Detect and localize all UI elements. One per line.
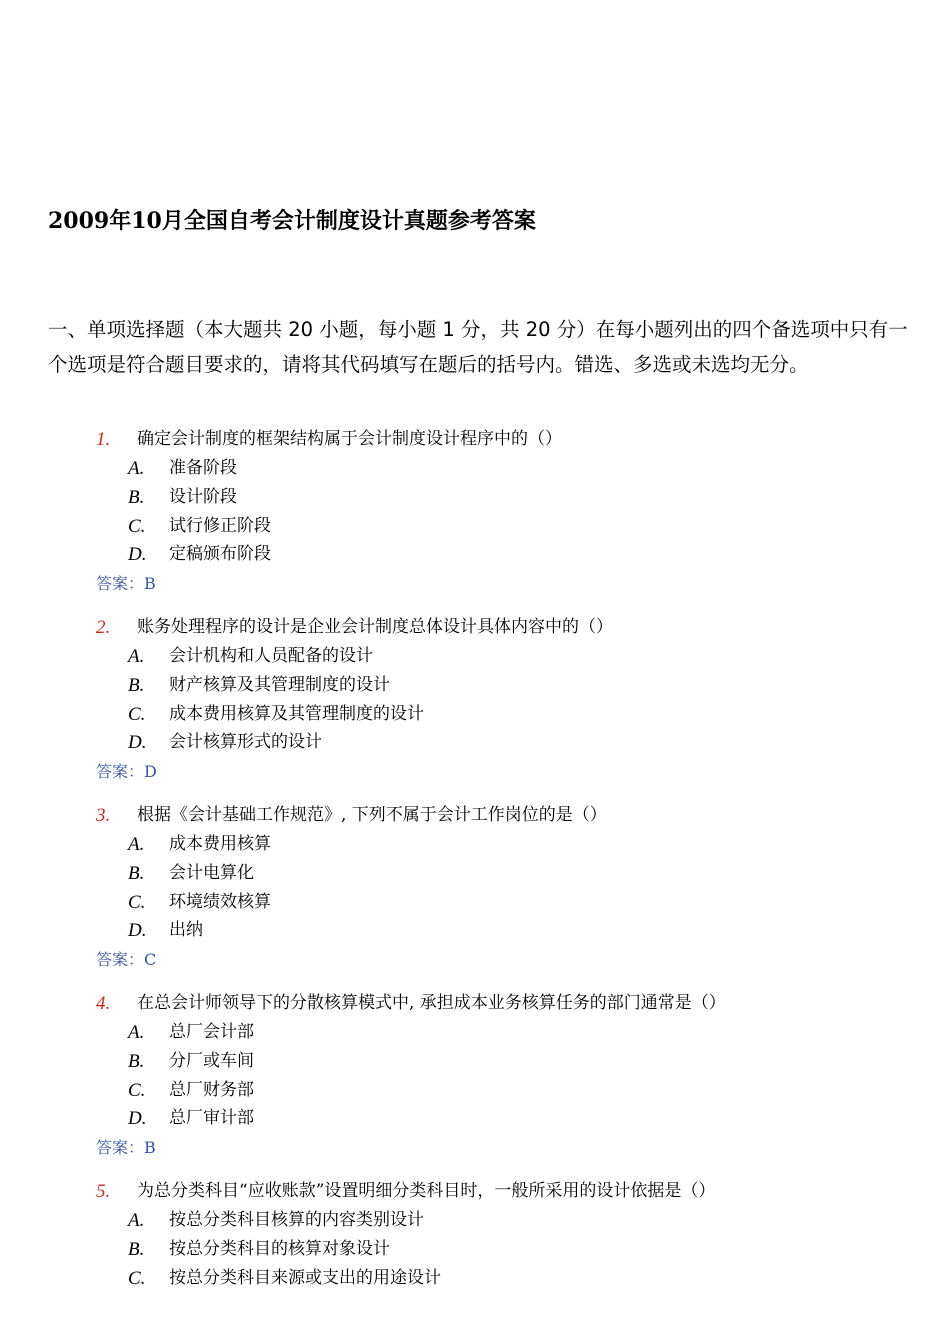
option-item [0,1104,950,1133]
question-number: 4. [96,993,111,1014]
answer-text: 答案：B [96,1138,156,1158]
question-line [0,801,950,830]
page-title: 2009年10月全国自考会计制度设计真题参考答案 [48,208,536,234]
question-text: 确定会计制度的框架结构属于会计制度设计程序中的（） [137,429,562,449]
question-text: 为总分类科目“应收账款”设置明细分类科目时，一般所采用的设计依据是（） [137,1181,716,1201]
option-text: 总厂审计部 [169,1108,254,1129]
option-item [0,483,950,512]
option-item [0,1076,950,1105]
question-text: 根据《会计基础工作规范》, 下列不属于会计工作岗位的是（） [137,805,607,825]
option-text: 按总分类科目来源或支出的用途设计 [169,1267,441,1288]
option-item [0,728,950,757]
option-item [0,1264,950,1293]
option-letter: D. [128,1108,147,1130]
option-letter: A. [128,458,145,479]
question-2 [0,613,950,786]
option-letter: B. [128,486,145,508]
option-item [0,916,950,945]
question-number: 3. [96,805,111,826]
option-letter: A. [128,1210,145,1231]
option-item [0,512,950,541]
question-line [0,613,950,642]
option-item [0,1018,950,1047]
option-item [0,830,950,859]
question-text: 在总会计师领导下的分散核算模式中, 承担成本业务核算任务的部门通常是（） [137,993,726,1013]
option-item [0,859,950,888]
option-text: 试行修正阶段 [169,515,271,536]
option-letter: A. [128,834,145,855]
option-letter: D. [128,732,147,754]
option-item [0,1206,950,1235]
option-item [0,540,950,569]
question-4 [0,989,950,1162]
option-text: 成本费用核算 [169,834,271,854]
option-letter: C. [128,891,146,913]
answer-text: 答案：C [96,950,157,970]
question-1 [0,425,950,598]
question-line [0,1177,950,1206]
option-letter: B. [128,1050,145,1072]
question-3 [0,801,950,974]
option-text: 会计核算形式的设计 [169,732,322,753]
option-item [0,700,950,729]
option-letter: B. [128,862,145,884]
option-text: 会计机构和人员配备的设计 [169,646,373,666]
question-number: 1. [96,429,111,450]
question-line [0,425,950,454]
option-text: 总厂财务部 [169,1079,254,1100]
option-text: 总厂会计部 [169,1022,254,1042]
question-number: 5. [96,1181,111,1202]
option-text: 会计电算化 [169,862,254,883]
option-item [0,454,950,483]
option-letter: C. [128,703,146,725]
option-text: 财产核算及其管理制度的设计 [169,674,390,695]
option-text: 按总分类科目核算的内容类别设计 [169,1210,424,1230]
option-item [0,1047,950,1076]
answer-text: 答案：D [96,762,157,782]
option-letter: D. [128,920,147,942]
question-number: 2. [96,617,111,638]
option-text: 出纳 [169,920,203,941]
option-letter: D. [128,544,147,566]
option-text: 成本费用核算及其管理制度的设计 [169,703,424,724]
option-text: 分厂或车间 [169,1050,254,1071]
option-letter: C. [128,1079,146,1101]
option-letter: C. [128,515,146,537]
question-line [0,989,950,1018]
option-text: 准备阶段 [169,458,237,478]
option-text: 定稿颁布阶段 [169,544,271,565]
option-text: 环境绩效核算 [169,891,271,912]
option-letter: A. [128,1022,145,1043]
answer-text: 答案：B [96,574,156,594]
option-letter: B. [128,674,145,696]
question-5 [0,1177,950,1292]
option-letter: A. [128,646,145,667]
option-text: 设计阶段 [169,486,237,507]
question-text: 账务处理程序的设计是企业会计制度总体设计具体内容中的（） [137,617,613,637]
option-item [0,671,950,700]
option-item [0,888,950,917]
option-text: 按总分类科目的核算对象设计 [169,1238,390,1259]
option-item [0,642,950,671]
section-heading: 一、单项选择题（本大题共 20 小题，每小题 1 分，共 20 分）在每小题列出的四个备选项中只有一个选项是符合题目要求的，请将其代码填写在题后的括号内。错选、多选或未选均无分。 [48,318,908,376]
option-letter: B. [128,1238,145,1260]
option-item [0,1235,950,1264]
option-letter: C. [128,1267,146,1289]
